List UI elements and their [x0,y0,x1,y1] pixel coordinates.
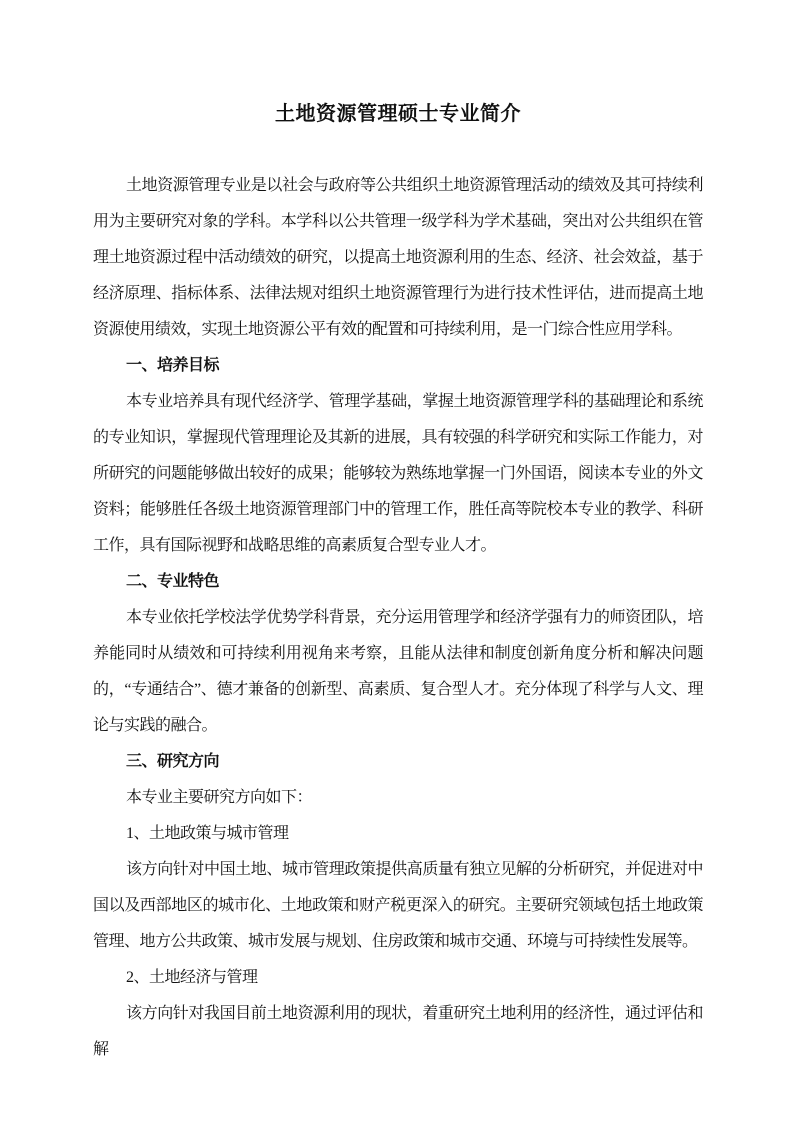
para-training-objectives: 本专业培养具有现代经济学、管理学基础，掌握土地资源管理学科的基础理论和系统的专业知识，掌握现代管理理论及其新的进展，具有较强的科学研究和实际工作能力，对所研究的问题能够做出较好的成果；能够较为熟练地掌握一门外国语，阅读本专业的外文资料；能够胜任各级土地资源管理部门中的管理工作，胜任高等院校本专业的教学、科研工作，具有国际视野和战略思维的高素质复合型专业人才。 [93,393,703,554]
para-research-direction-1: 该方向针对中国土地、城市管理政策提供高质量有独立见解的分析研究，并促进对中国以及西部地区的城市化、土地政策和财产税更深入的研究。主要研究领域包括土地政策管理、地方公共政策、城市发展与规划、住房政策和城市交通、环境与可持续性发展等。 [93,861,703,950]
document-title: 土地资源管理硕士专业简介 [275,103,521,125]
subitem-2-land-economy-management: 2、土地经济与管理 [126,969,258,986]
intro-paragraph: 土地资源管理专业是以社会与政府等公共组织土地资源管理活动的绩效及其可持续利用为主要研究对象的学科。本学科以公共管理一级学科为学术基础，突出对公共组织在管理土地资源过程中活动绩效的研究，以提高土地资源利用的生态、经济、社会效益，基于经济原理、指标体系、法律法规对组织土地资源管理行为进行技术性评估，进而提高土地资源使用绩效，实现土地资源公平有效的配置和可持续利用，是一门综合性应用学科。 [93,177,703,338]
heading-research-directions: 三、研究方向 [126,753,220,770]
para-program-features: 本专业依托学校法学优势学科背景，充分运用管理学和经济学强有力的师资团队，培养能同时从绩效和可持续利用视角来考察，且能从法律和制度创新角度分析和解决问题的，“专通结合”、德才兼备的创新型、高素质、复合型人才。充分体现了科学与人文、理论与实践的融合。 [93,609,703,734]
heading-program-features: 二、专业特色 [126,573,220,590]
para-research-directions-intro: 本专业主要研究方向如下： [126,789,313,806]
subitem-1-land-policy-urban-management: 1、土地政策与城市管理 [126,825,289,842]
para-research-direction-2-partial: 该方向针对我国目前土地资源利用的现状，着重研究土地利用的经济性，通过评估和解 [93,1005,703,1058]
heading-training-objectives: 一、培养目标 [126,357,220,374]
